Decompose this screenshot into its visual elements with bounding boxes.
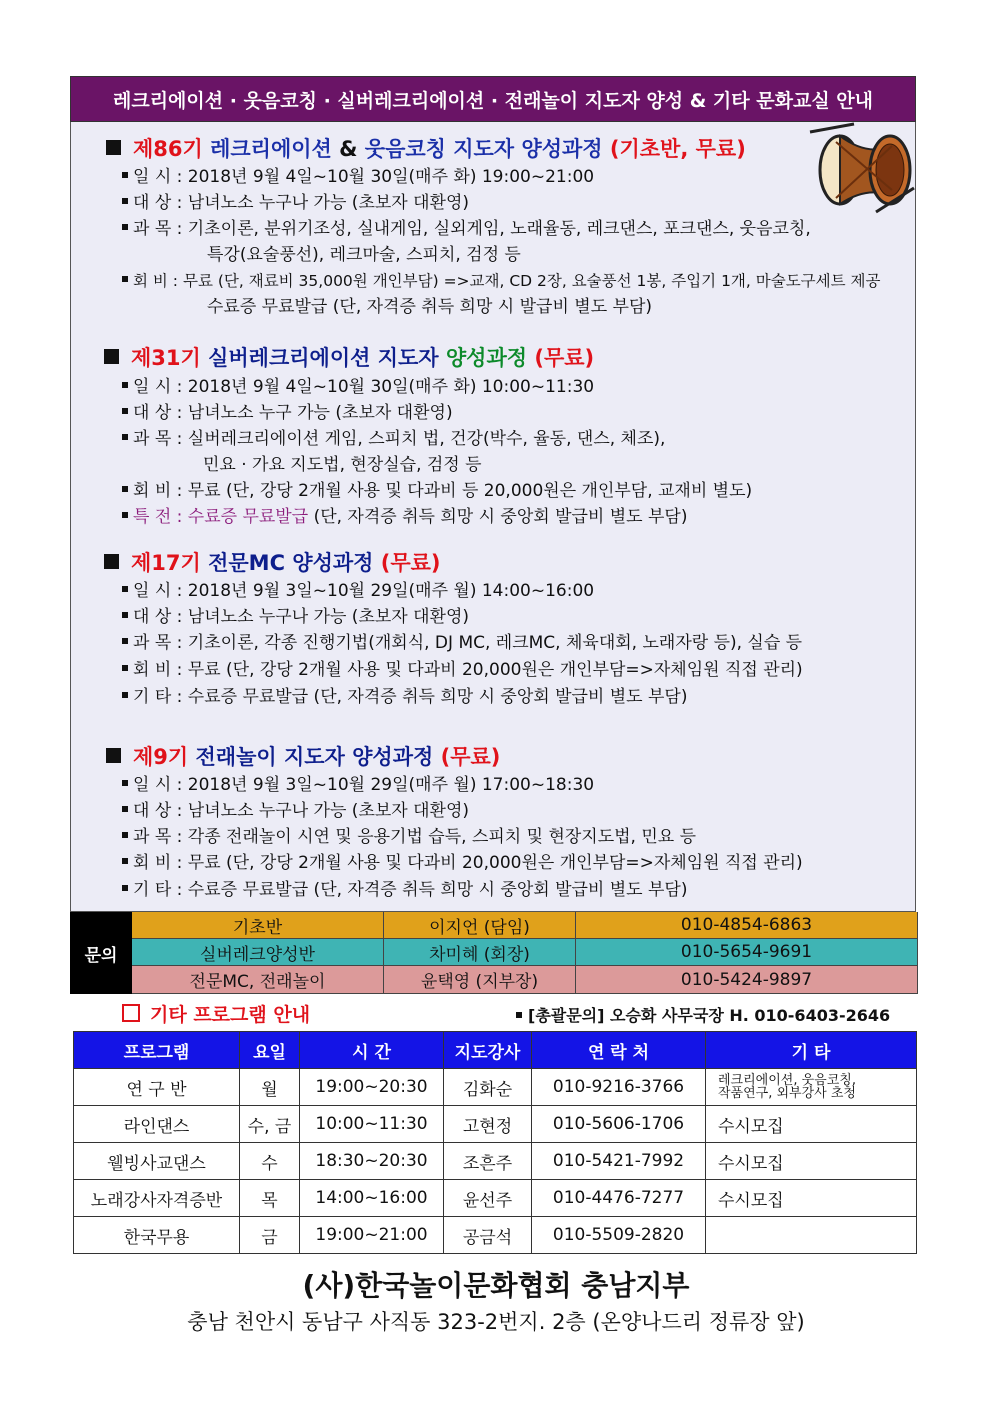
checkbox-square-icon bbox=[122, 1004, 140, 1022]
program-note: 수시모집 bbox=[706, 1106, 917, 1143]
course4-fee: 회 비 : 무료 (단, 강당 2개월 사용 및 다과비 20,000원은 개인부담=>자체임원 직접 관리) bbox=[122, 852, 803, 874]
column-header: 프로그램 bbox=[74, 1032, 240, 1069]
program-time: 19:00~20:30 bbox=[300, 1069, 444, 1106]
page-title: 레크리에이션 · 웃음코칭 · 실버레크리에이션 · 전래놀이 지도자 양성 & 기타 문화교실 안내 bbox=[70, 76, 916, 122]
table-header-row bbox=[74, 1032, 917, 1069]
program-day: 목 bbox=[240, 1180, 300, 1217]
bullet-square-icon bbox=[104, 349, 119, 364]
course2-special: 특 전 : 수료증 무료발급 (단, 자격증 취득 희망 시 중앙회 발급비 별도 부담) bbox=[122, 506, 687, 528]
bullet-square-icon bbox=[106, 748, 121, 763]
program-teacher: 공금석 bbox=[444, 1217, 532, 1254]
contact-table bbox=[70, 912, 918, 994]
course3-subject: 과 목 : 기초이론, 각종 진행기법(개회식, DJ MC, 레크MC, 체육대회, 노래자랑 등), 실습 등 bbox=[122, 632, 802, 654]
table-row bbox=[74, 1143, 917, 1180]
contact-course: 기초반 bbox=[132, 912, 384, 939]
course2-title: 제31기 실버레크리에이션 지도자 양성과정 (무료) bbox=[104, 342, 594, 372]
program-day: 수, 금 bbox=[240, 1106, 300, 1143]
table-row bbox=[74, 1180, 917, 1217]
course1-fee: 회 비 : 무료 (단, 재료비 35,000원 개인부담) =>교재, CD 2장, 요술풍선 1봉, 주입기 1개, 마술도구세트 제공 bbox=[122, 270, 880, 292]
course2-fee: 회 비 : 무료 (단, 강당 2개월 사용 및 다과비 등 20,000원은 개인부담, 교재비 별도) bbox=[122, 480, 752, 502]
course3-title: 제17기 전문MC 양성과정 (무료) bbox=[104, 547, 441, 577]
course3-etc: 기 타 : 수료증 무료발급 (단, 자격증 취득 희망 시 중앙회 발급비 별도 부담) bbox=[122, 686, 687, 708]
course4-title: 제9기 전래놀이 지도자 양성과정 (무료) bbox=[106, 741, 500, 771]
program-name: 한국무용 bbox=[74, 1217, 240, 1254]
program-phone: 010-5606-1706 bbox=[532, 1106, 706, 1143]
organization-address: 충남 천안시 동남구 사직동 323-2번지. 2층 (온양나드리 정류장 앞) bbox=[187, 1310, 805, 1334]
course4-target: 대 상 : 남녀노소 누구나 가능 (초보자 대환영) bbox=[122, 800, 469, 822]
program-phone: 010-9216-3766 bbox=[532, 1069, 706, 1106]
program-name: 웰빙사교댄스 bbox=[74, 1143, 240, 1180]
course3-date: 일 시 : 2018년 9월 3일~10월 29일(매주 월) 14:00~16:00 bbox=[122, 580, 594, 602]
contact-row bbox=[132, 966, 918, 994]
program-note: 수시모집 bbox=[706, 1143, 917, 1180]
general-inquiry: [총괄문의] 오승화 사무국장 H. 010-6403-2646 bbox=[516, 1003, 890, 1026]
column-header: 시 간 bbox=[300, 1032, 444, 1069]
course2-subject-cont: 민요 · 가요 지도법, 현장실습, 검정 등 bbox=[203, 455, 482, 475]
program-note: 수시모집 bbox=[706, 1180, 917, 1217]
program-day: 금 bbox=[240, 1217, 300, 1254]
contact-row bbox=[132, 912, 918, 939]
organization-name: (사)한국놀이문화협회 충남지부 bbox=[302, 1269, 690, 1302]
course3-target: 대 상 : 남녀노소 누구나 가능 (초보자 대환영) bbox=[122, 606, 469, 628]
program-name: 라인댄스 bbox=[74, 1106, 240, 1143]
program-teacher: 고현정 bbox=[444, 1106, 532, 1143]
program-day: 월 bbox=[240, 1069, 300, 1106]
contact-phone: 010-5424-9897 bbox=[576, 966, 918, 994]
course1-subject-cont: 특강(요술풍선), 레크마술, 스피치, 검정 등 bbox=[207, 245, 521, 265]
course1-target: 대 상 : 남녀노소 누구나 가능 (초보자 대환영) bbox=[122, 192, 469, 214]
course1-date: 일 시 : 2018년 9월 4일~10월 30일(매주 화) 19:00~21:00 bbox=[122, 166, 594, 188]
column-header: 지도강사 bbox=[444, 1032, 532, 1069]
bullet-square-icon bbox=[104, 554, 119, 569]
course2-target: 대 상 : 남녀노소 누구 가능 (초보자 대환영) bbox=[122, 402, 453, 424]
bullet-square-icon bbox=[106, 140, 121, 155]
table-row bbox=[74, 1069, 917, 1106]
program-time: 18:30~20:30 bbox=[300, 1143, 444, 1180]
course1-fee-cont: 수료증 무료발급 (단, 자격증 취득 희망 시 발급비 별도 부담) bbox=[207, 297, 653, 317]
contact-course: 실버레크양성반 bbox=[132, 939, 384, 966]
course4-subject: 과 목 : 각종 전래놀이 시연 및 응용기법 습득, 스피치 및 현장지도법, 민요 등 bbox=[122, 826, 696, 848]
contact-person: 이지언 (담임) bbox=[384, 912, 576, 939]
contact-phone: 010-5654-9691 bbox=[576, 939, 918, 966]
programs-table bbox=[73, 1031, 917, 1254]
program-teacher: 조흔주 bbox=[444, 1143, 532, 1180]
program-phone: 010-4476-7277 bbox=[532, 1180, 706, 1217]
contact-phone: 010-4854-6863 bbox=[576, 912, 918, 939]
program-time: 10:00~11:30 bbox=[300, 1106, 444, 1143]
program-phone: 010-5421-7992 bbox=[532, 1143, 706, 1180]
contact-person: 윤택영 (지부장) bbox=[384, 966, 576, 994]
program-time: 19:00~21:00 bbox=[300, 1217, 444, 1254]
program-name: 연 구 반 bbox=[74, 1069, 240, 1106]
contact-label: 문의 bbox=[70, 912, 132, 994]
course4-etc: 기 타 : 수료증 무료발급 (단, 자격증 취득 희망 시 중앙회 발급비 별도 부담) bbox=[122, 879, 687, 901]
program-note bbox=[706, 1217, 917, 1254]
other-programs-title: 기타 프로그램 안내 bbox=[122, 1000, 310, 1027]
table-row bbox=[74, 1106, 917, 1143]
course2-date: 일 시 : 2018년 9월 4일~10월 30일(매주 화) 10:00~11:30 bbox=[122, 376, 594, 398]
program-time: 14:00~16:00 bbox=[300, 1180, 444, 1217]
program-name: 노래강사자격증반 bbox=[74, 1180, 240, 1217]
contact-row bbox=[132, 939, 918, 966]
program-phone: 010-5509-2820 bbox=[532, 1217, 706, 1254]
column-header: 요일 bbox=[240, 1032, 300, 1069]
course2-subject: 과 목 : 실버레크리에이션 게임, 스피치 법, 건강(박수, 율동, 댄스, 체조), bbox=[122, 428, 665, 450]
program-day: 수 bbox=[240, 1143, 300, 1180]
program-note: 레크리에이션, 웃음코칭, 작품연구, 외부강사 초청 bbox=[706, 1069, 917, 1106]
course3-fee: 회 비 : 무료 (단, 강당 2개월 사용 및 다과비 20,000원은 개인부담=>자체임원 직접 관리) bbox=[122, 659, 803, 681]
program-teacher: 김화순 bbox=[444, 1069, 532, 1106]
table-row bbox=[74, 1217, 917, 1254]
course1-title: 제86기 레크리에이션 & 웃음코칭 지도자 양성과정 (기초반, 무료) bbox=[106, 133, 746, 163]
contact-person: 차미혜 (회장) bbox=[384, 939, 576, 966]
program-teacher: 윤선주 bbox=[444, 1180, 532, 1217]
course1-subject: 과 목 : 기초이론, 분위기조성, 실내게임, 실외게임, 노래율동, 레크댄스, 포크댄스, 웃음코칭, bbox=[122, 218, 811, 240]
janggu-drum-icon bbox=[806, 118, 918, 216]
course4-date: 일 시 : 2018년 9월 3일~10월 29일(매주 월) 17:00~18:30 bbox=[122, 774, 594, 796]
column-header: 기 타 bbox=[706, 1032, 917, 1069]
column-header: 연 락 처 bbox=[532, 1032, 706, 1069]
contact-course: 전문MC, 전래놀이 bbox=[132, 966, 384, 994]
